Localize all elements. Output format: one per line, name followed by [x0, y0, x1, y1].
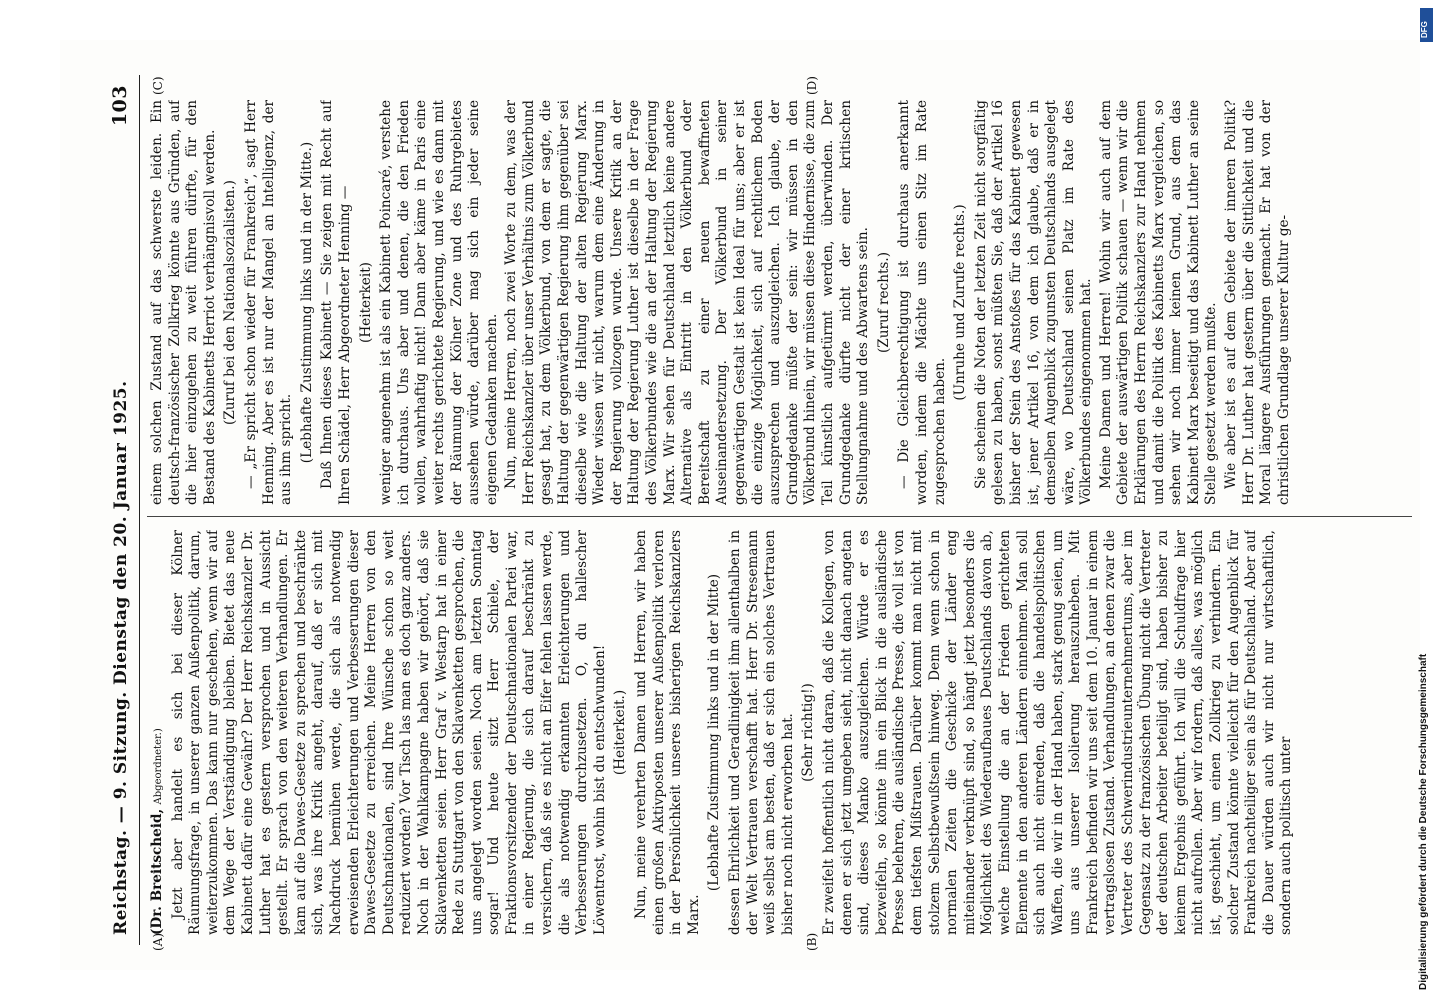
margin-marker-d: (D)	[805, 76, 819, 95]
paragraph: Jetzt aber handelt es sich bei dieser Kölner Räumungsfrage, in unserer ganzen Außenpolitik, darum, weiterzukommen. Das kann nur geschehen, wenn wir auf dem Wege der Verständigung bleiben. Bietet das neue Kabinett dafür eine Gewähr? Der Herr Reichskanzler Dr. Luther hat es gestern versprochen und in Aussicht gestellt. Er sprach von den weiteren Verhandlungen. Er kam auf die Dawes-Gesetze zu sprechen und beschränkte sich, was ihre Kritik angeht, darauf, daß er sich mit Nachdruck bemühen werde, die sich als notwendig erweisenden Erleichterungen und Verbesserungen dieser Dawes-Gesetze zu erreichen. Meine Herren von den Deutschnationalen, sind Ihre Wünsche schon so weit reduziert worden? Vor Tisch las man es doch ganz anders. Noch in der Wahlkampagne haben wir gehört, daß sie Sklavenketten seien. Herr Graf v. Westarp hat in einer Rede zu Stuttgart von den Sklavenketten gesprochen, die uns angelegt worden seien. Noch am letzten Sonntag sogar! Und heute sitzt Herr Schiele, der Fraktionsvorsitzender der Deutschnationalen Partei war, in einer Regierung, die sich darauf beschränkt zu versichern, daß sie es nicht an Eifer fehlen lassen werde, die als notwendig erkannten Erleichterungen und Verbesserungen durchzusetzen. O, du hallescher Löwentrost, wohin bist du entschwunden!	[169, 530, 608, 935]
speaker-line	[149, 530, 168, 935]
margin-marker-c: (C)	[151, 76, 165, 95]
header-rule	[139, 75, 140, 945]
scanned-page	[60, 40, 1420, 970]
reaction: (Heiterkeit.)	[612, 689, 629, 776]
paragraph: — „Er spricht schon wieder für Frankreich“, sagt Herr Henning. Aber es ist nur der Mangel an Intelligenz, der aus ihm spricht.	[242, 100, 295, 505]
paragraph: — Die Gleichberechtigung ist durchaus anerkannt worden, indem die Mächte uns einen Sitz im Rate zugesprochen haben.	[896, 100, 948, 505]
reaction: (Zuruf rechts.)	[875, 251, 892, 354]
page-header	[105, 75, 137, 945]
rotated-page	[105, 75, 1425, 951]
reaction: (Heiterkeit)	[357, 262, 374, 343]
paragraph: Nun, meine verehrten Damen und Herren, wir haben einen großen Aktivposten unserer Außenpolitik verloren in der Persönlichkeit unseres bisherigen Reichskanzlers Marx.	[633, 530, 702, 935]
margin-marker-b: (B)	[805, 932, 819, 951]
paragraph: Meine Damen und Herren! Wohin wir auch auf dem Gebiete der auswärtigen Politik schauen — wenn wir die Erklärungen des Herrn Reichskanzlers zur Hand nehmen und damit die Politik des Kabinetts Marx vergleichen, so sehen wir noch immer keinen Grund, aus dem das Kabinett Marx beseitigt und das Kabinett Luther an seine Stelle gesetzt werden mußte.	[1097, 100, 1220, 505]
paragraph: weniger angenehm ist als ein Kabinett Poincaré, verstehe ich durchaus. Uns aber und denen, die den Frieden wollen, wahrhaftig nicht! Dann aber käme in Paris eine weiter rechts gerichtete Regierung, und wie es dann mit der Räumung der Kölner Zone und des Ruhrgebietes aussehen würde, darüber mag sich ein jeder seine eigenen Gedanken machen.	[378, 100, 500, 505]
paragraph: Nun, meine Herren, noch zwei Worte zu dem, was der Herr Reichskanzler über unser Verhältnis zum Völkerbund gesagt hat, zu dem Völkerbund, von dem er sagte, die Haltung der gegenwärtigen Regierung ihm gegenüber sei dieselbe wie die Haltung der alten Regierung Marx. Wieder wissen wir nicht, warum dem eine Änderung in der Regierung vollzogen wurde. Unsere Kritik an der Haltung der Regierung Luther ist dieselbe in der Frage des Völkerbundes wie die an der Haltung der Regierung Marx. Wir sehen für Deutschland letztlich keine andere Alternative als Eintritt in den Völkerbund oder Bereitschaft zu einer neuen bewaffneten Auseinandersetzung. Der Völkerbund in seiner gegenwärtigen Gestalt ist kein Ideal für uns; aber er ist die einzige Möglichkeit, sich auf rechtlichem Boden auszusprechen und auszugleichen. Ich glaube, der Grundgedanke müßte der sein: wir müssen in den Völkerbund hinein, wir müssen diese Hindernisse, die zum Teil künstlich aufgetürmt werden, überwinden. Der Grundgedanke dürfte nicht der einer kritischen Stellungnahme und des Abwartens sein.	[503, 100, 872, 505]
reaction: (Zuruf bei den Nationalsozialisten.)	[222, 180, 239, 425]
paragraph: Wie aber ist es auf dem Gebiete der inneren Politik? Herr Dr. Luther hat gestern über die Sittlichkeit und die Moral längere Ausführungen gemacht. Er hat von der christlichen Grundlage unserer Kultur ge-	[1223, 100, 1292, 505]
dfg-logo	[1420, 8, 1433, 42]
paragraph: Er zweifelt hoffentlich nicht daran, daß die Kollegen, von denen er sich jetzt umgeben sieht, nicht danach angetan sind, dieses Manko auszugleichen. Würde er es bezweifeln, so könnte ihn ein Blick in die ausländische Presse belehren, die ausländische Presse, die voll ist von dem tiefsten Mißtrauen. Darüber kommt man nicht mit stolzem Selbstbewußtsein hinweg. Denn wenn schon in normalen Zeiten die Geschicke der Länder eng miteinander verknüpft sind, so hängt jetzt besonders die Möglichkeit des Wiederaufbaues Deutschlands davon ab, welche Einstellung die an der Frieden gerichteten Elemente in den anderen Ländern einnehmen. Man soll sich auch nicht einreden, daß die handelspolitischen Waffen, die wir in der Hand haben, stark genug seien, um uns aus unserer Isolierung herauszuheben. Mit Frankreich befinden wir uns seit dem 10. Januar in einem vertragslosen Zustand. Verhandlungen, an denen zwar die Vertreter des Schwerindustrieunternehmertums, aber im Gegensatz zu der französischen Übung nicht die Vertreter der deutschen Arbeiter beteiligt sind, haben bisher zu keinem Ergebnis geführt. Ich will die Schuldfrage hier nicht aufrollen. Aber wir fordern, daß alles, was möglich ist, geschieht, um einen Zollkrieg zu verhindern. Ein solcher Zustand könnte vielleicht für den Augenblick für Frankreich nachteiliger sein als für Deutschland. Aber auf die Dauer würden auch wir nicht nur wirtschaftlich, sondern auch politisch unter	[820, 530, 1295, 935]
paragraph: Daß Ihnen dieses Kabinett — Sie zeigen mit Recht auf Ihren Schädel, Herr Abgeordneter Henning —	[319, 100, 353, 505]
paragraph: Sie scheinen die Noten der letzten Zeit nicht sorgfältig gelesen zu haben, sonst müßten Sie, daß der Artikel 16 bisher der Stein des Anstoßes für das Kabinett gewesen ist, jener Artikel 16, von dem ich glaube, daß er in demselben Augenblick zugunsten Deutschlands ausgelegt wäre, wo Deutschland seinen Platz im Rate des Völkerbundes eingenommen hat.	[972, 100, 1095, 505]
speaker-role: Abgeordneter.)	[153, 728, 164, 805]
reaction: (Lebhafte Zustimmung links und in der Mitte)	[706, 573, 723, 892]
reaction: (Lebhafte Zustimmung links und in der Mitte.)	[298, 141, 315, 464]
running-head: Reichstag. — 9. Sitzung. Dienstag den 20. Januar 1925.	[111, 380, 131, 935]
page-number: 103	[109, 85, 131, 127]
reaction: (Unruhe und Zurufe rechts.)	[952, 204, 969, 401]
paragraph: einem solchen Zustand auf das schwerste leiden. Ein deutsch-französischer Zollkrieg könnte aus Gründen, auf die hier einzugehen zu weit führen dürfte, für den Bestand des Kabinetts Herriot verhängnisvoll werden.	[149, 100, 218, 505]
margin-marker-a: (A)	[151, 932, 165, 951]
paragraph: dessen Ehrlichkeit und Geradlinigkeit ihm allenthalben in der Welt Vertrauen verschafft hat. Herr Dr. Stresemann weiß selbst am besten, daß er sich ein solches Vertrauen bisher noch nicht erworben hat.	[727, 530, 796, 935]
digitization-credit: Digitalisierung gefördert durch die Deutsche Forschungsgemeinschaft	[1418, 653, 1429, 990]
reaction: (Sehr richtig!)	[800, 683, 817, 782]
right-column	[149, 100, 1409, 505]
dfg-logo-text: DFG	[1420, 21, 1429, 38]
column-divider	[147, 516, 1412, 517]
speaker-name: (Dr. Breitscheid,	[149, 808, 165, 935]
left-column	[149, 530, 1409, 935]
